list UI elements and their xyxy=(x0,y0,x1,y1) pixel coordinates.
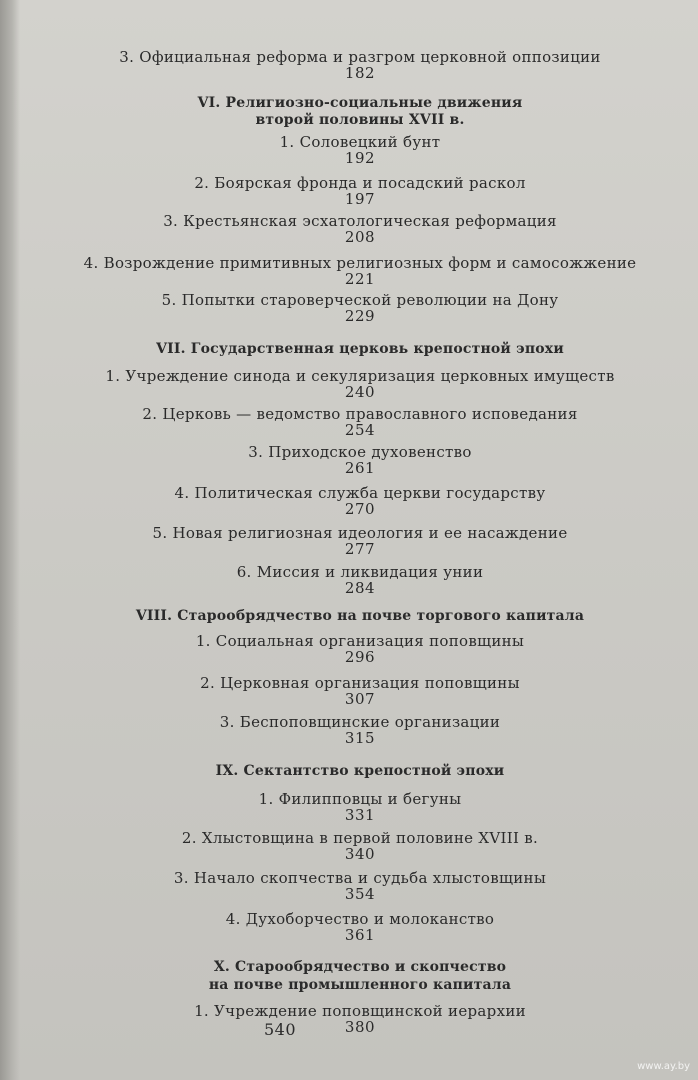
section-heading: VIII. Старообрядчество на почве торгового капитала xyxy=(135,608,585,624)
toc-entry-title: 5. Новая религиозная идеология и ее насаждение xyxy=(152,524,568,542)
toc-entry-title: 1. Филипповцы и бегуны xyxy=(258,790,462,808)
toc-entry-title: 1. Соловецкий бунт xyxy=(279,133,441,151)
toc-entry-title: 4. Духоборчество и молоканство xyxy=(225,910,495,928)
toc-entry-page: 229 xyxy=(344,307,376,325)
toc-entry-page: 254 xyxy=(344,421,376,439)
section-heading: VII. Государственная церковь крепостной эпохи xyxy=(156,341,564,357)
toc-entry-page: 261 xyxy=(344,459,376,477)
toc-entry-page: 270 xyxy=(344,500,376,518)
toc-entry-title: 1. Учреждение поповщинской иерархии xyxy=(194,1002,526,1020)
toc-entry-title: 4. Возрождение примитивных религиозных форм и самосожжение xyxy=(83,254,637,272)
section-heading: VI. Религиозно-социальные движения xyxy=(197,95,523,111)
section-heading: на почве промышленного капитала xyxy=(208,977,512,993)
toc-entry-page: 380 xyxy=(344,1018,376,1036)
toc-entry-page: 296 xyxy=(344,648,376,666)
toc-entry-page: 197 xyxy=(344,190,376,208)
toc-entry-page: 192 xyxy=(344,149,376,167)
page-number: 540 xyxy=(263,1020,297,1039)
toc-entry-title: 6. Миссия и ликвидация унии xyxy=(236,563,484,581)
watermark: www.ay.by xyxy=(637,1061,690,1072)
toc-entry-page: 307 xyxy=(344,690,376,708)
toc-entry-page: 240 xyxy=(344,383,376,401)
toc-entry-title: 2. Церковь — ведомство православного исповедания xyxy=(142,405,578,423)
toc-entry-title: 3. Начало скопчества и судьба хлыстовщины xyxy=(173,869,547,887)
toc-entry-title: 3. Беспоповщинские организации xyxy=(219,713,501,731)
toc-entry-page: 315 xyxy=(344,729,376,747)
toc-entry-title: 5. Попытки староверческой революции на Дону xyxy=(161,291,559,309)
toc-entry-title: 1. Социальная организация поповщины xyxy=(195,632,525,650)
toc-entry-page: 340 xyxy=(344,845,376,863)
toc-entry-page: 284 xyxy=(344,579,376,597)
toc-entry-title: 2. Боярская фронда и посадский раскол xyxy=(194,174,526,192)
section-heading: второй половины XVII в. xyxy=(255,112,465,128)
toc-entry-title: 4. Политическая служба церкви государству xyxy=(174,484,546,502)
toc-entry-page: 221 xyxy=(344,270,376,288)
toc-entry-title: 3. Официальная реформа и разгром церковной оппозиции xyxy=(119,48,601,66)
toc-entry-title: 2. Церковная организация поповщины xyxy=(200,674,520,692)
toc-entry-page: 208 xyxy=(344,228,376,246)
toc-entry-page: 331 xyxy=(344,806,376,824)
toc-entry-page: 182 xyxy=(344,64,376,82)
toc-entry-page: 361 xyxy=(344,926,376,944)
toc-entry-title: 3. Приходское духовенство xyxy=(248,443,472,461)
toc-entry-title: 2. Хлыстовщина в первой половине XVIII в. xyxy=(181,829,539,847)
book-spine-shadow xyxy=(0,0,20,1080)
toc-entry-title: 3. Крестьянская эсхатологическая реформация xyxy=(163,212,557,230)
toc-entry-title: 1. Учреждение синода и секуляризация церковных имуществ xyxy=(105,367,615,385)
section-heading: IX. Сектантство крепостной эпохи xyxy=(215,763,505,779)
toc-entry-page: 277 xyxy=(344,540,376,558)
toc-entry-page: 354 xyxy=(344,885,376,903)
section-heading: X. Старообрядчество и скопчество xyxy=(213,959,507,975)
